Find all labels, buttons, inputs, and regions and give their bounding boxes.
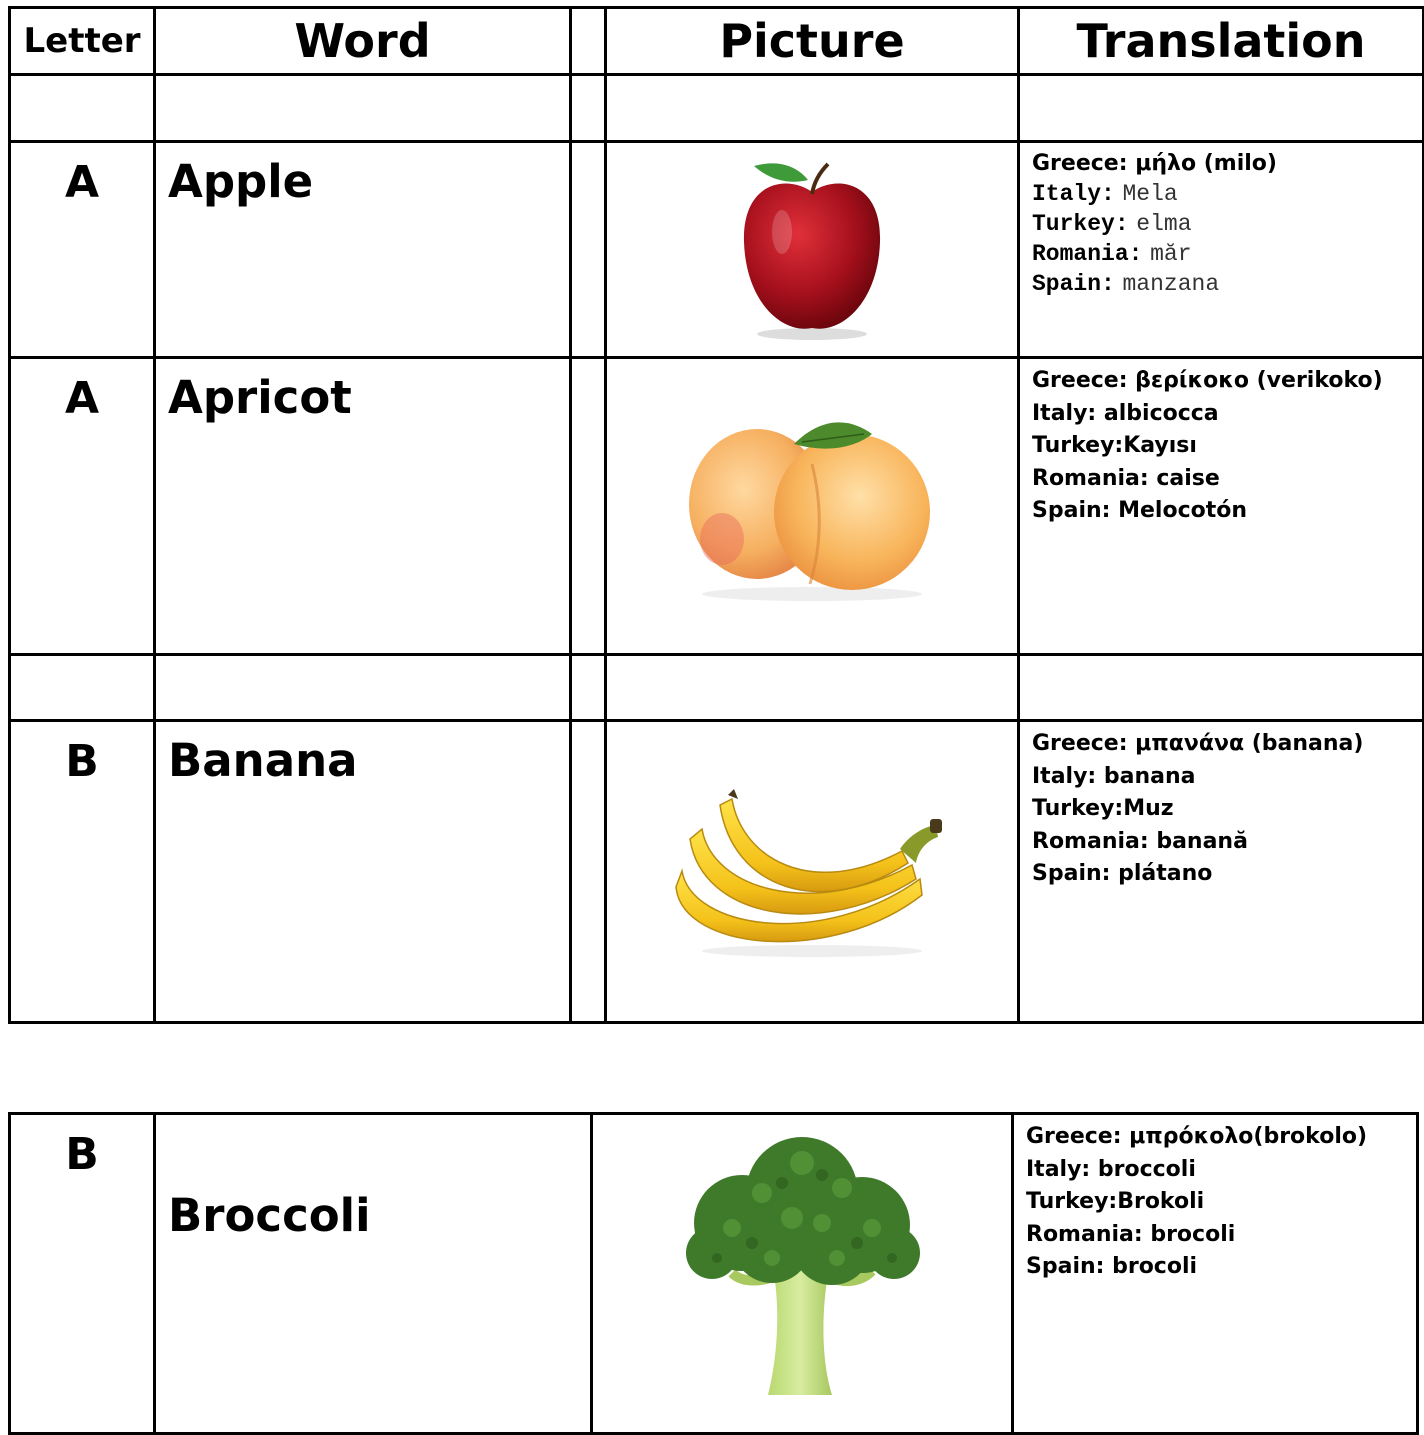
translation-cell bbox=[1019, 358, 1424, 655]
word-cell bbox=[155, 1114, 592, 1434]
picture-cell bbox=[592, 1114, 1013, 1434]
translation-greece: Greece: μπανάνα (banana) bbox=[1032, 731, 1364, 756]
translation-country: Greece: bbox=[1032, 151, 1128, 176]
empty-cell bbox=[571, 655, 606, 721]
translation-spain: Spain: Melocotón bbox=[1032, 498, 1248, 523]
apple-image bbox=[732, 152, 892, 342]
letter-cell: B bbox=[10, 721, 155, 1023]
translation-italy: Italy: banana bbox=[1032, 763, 1196, 789]
translation-value: elma bbox=[1136, 211, 1192, 237]
vocabulary-table-continued bbox=[8, 1112, 1419, 1435]
translation-turkey: Turkey:Brokoli bbox=[1026, 1189, 1205, 1214]
empty-cell bbox=[1019, 655, 1424, 721]
table-row-apple bbox=[10, 142, 1424, 358]
translation-greece: Greece: μπρόκολο(brokolo) bbox=[1026, 1124, 1368, 1149]
empty-cell bbox=[606, 655, 1019, 721]
translation-romania bbox=[1032, 239, 1422, 269]
translation-value: măr bbox=[1150, 241, 1192, 267]
translation-country: Italy: bbox=[1032, 181, 1115, 207]
translation-italy bbox=[1032, 179, 1422, 209]
translation-cell bbox=[1019, 721, 1424, 1023]
spacer-cell bbox=[571, 721, 606, 1023]
picture-cell bbox=[606, 721, 1019, 1023]
word-cell: Apple bbox=[155, 142, 571, 358]
spacer-cell bbox=[571, 358, 606, 655]
empty-cell bbox=[10, 655, 155, 721]
empty-cell bbox=[155, 75, 571, 142]
translation-country: Spain: bbox=[1032, 271, 1115, 297]
spacer-cell bbox=[571, 142, 606, 358]
banana-image bbox=[672, 779, 952, 959]
table-row-broccoli bbox=[10, 1114, 1418, 1434]
word-cell: Banana bbox=[155, 721, 571, 1023]
translation-turkey: Turkey:Kayısı bbox=[1032, 433, 1197, 458]
header-translation: Translation bbox=[1019, 8, 1424, 75]
translation-cell bbox=[1013, 1114, 1418, 1434]
translation-italy: Italy: broccoli bbox=[1026, 1156, 1196, 1182]
translation-value: manzana bbox=[1122, 271, 1220, 297]
header-spacer-cell bbox=[571, 8, 606, 75]
translation-romania: Romania: caise bbox=[1032, 465, 1220, 491]
picture-cell bbox=[606, 142, 1019, 358]
translation-italy: Italy: albicocca bbox=[1032, 400, 1219, 426]
letter-cell: B bbox=[10, 1114, 155, 1434]
table-row-apricot bbox=[10, 358, 1424, 655]
translation-value: Mela bbox=[1122, 181, 1178, 207]
translation-greece: Greece: βερίκοκο (verikoko) bbox=[1032, 368, 1383, 393]
translation-country: Romania: bbox=[1032, 241, 1143, 267]
translation-country: Turkey: bbox=[1032, 211, 1129, 237]
translation-romania: Romania: banană bbox=[1032, 828, 1248, 854]
translation-turkey: Turkey:Muz bbox=[1032, 796, 1174, 821]
translation-value: μήλο (milo) bbox=[1135, 151, 1277, 176]
empty-cell bbox=[606, 75, 1019, 142]
vocabulary-table bbox=[8, 6, 1424, 1024]
table-row-banana bbox=[10, 721, 1424, 1023]
empty-cell bbox=[10, 75, 155, 142]
translation-greece bbox=[1032, 149, 1422, 179]
header-word: Word bbox=[155, 8, 571, 75]
translation-spain: Spain: plátano bbox=[1032, 861, 1213, 886]
translation-spain: Spain: brocoli bbox=[1026, 1254, 1198, 1279]
header-letter: Letter bbox=[10, 8, 155, 75]
letter-cell: A bbox=[10, 142, 155, 358]
empty-row bbox=[10, 655, 1424, 721]
empty-row bbox=[10, 75, 1424, 142]
apricot-image bbox=[682, 404, 942, 604]
header-picture: Picture bbox=[606, 8, 1019, 75]
empty-cell bbox=[571, 75, 606, 142]
picture-cell bbox=[606, 358, 1019, 655]
word-cell: Apricot bbox=[155, 358, 571, 655]
translation-romania: Romania: brocoli bbox=[1026, 1221, 1236, 1247]
empty-cell bbox=[1019, 75, 1424, 142]
letter-cell: A bbox=[10, 358, 155, 655]
broccoli-image bbox=[672, 1133, 932, 1403]
translation-cell bbox=[1019, 142, 1424, 358]
word-text: Broccoli bbox=[168, 1189, 371, 1242]
header-row bbox=[10, 8, 1424, 75]
empty-cell bbox=[155, 655, 571, 721]
translation-turkey bbox=[1032, 209, 1422, 239]
translation-spain bbox=[1032, 269, 1422, 299]
